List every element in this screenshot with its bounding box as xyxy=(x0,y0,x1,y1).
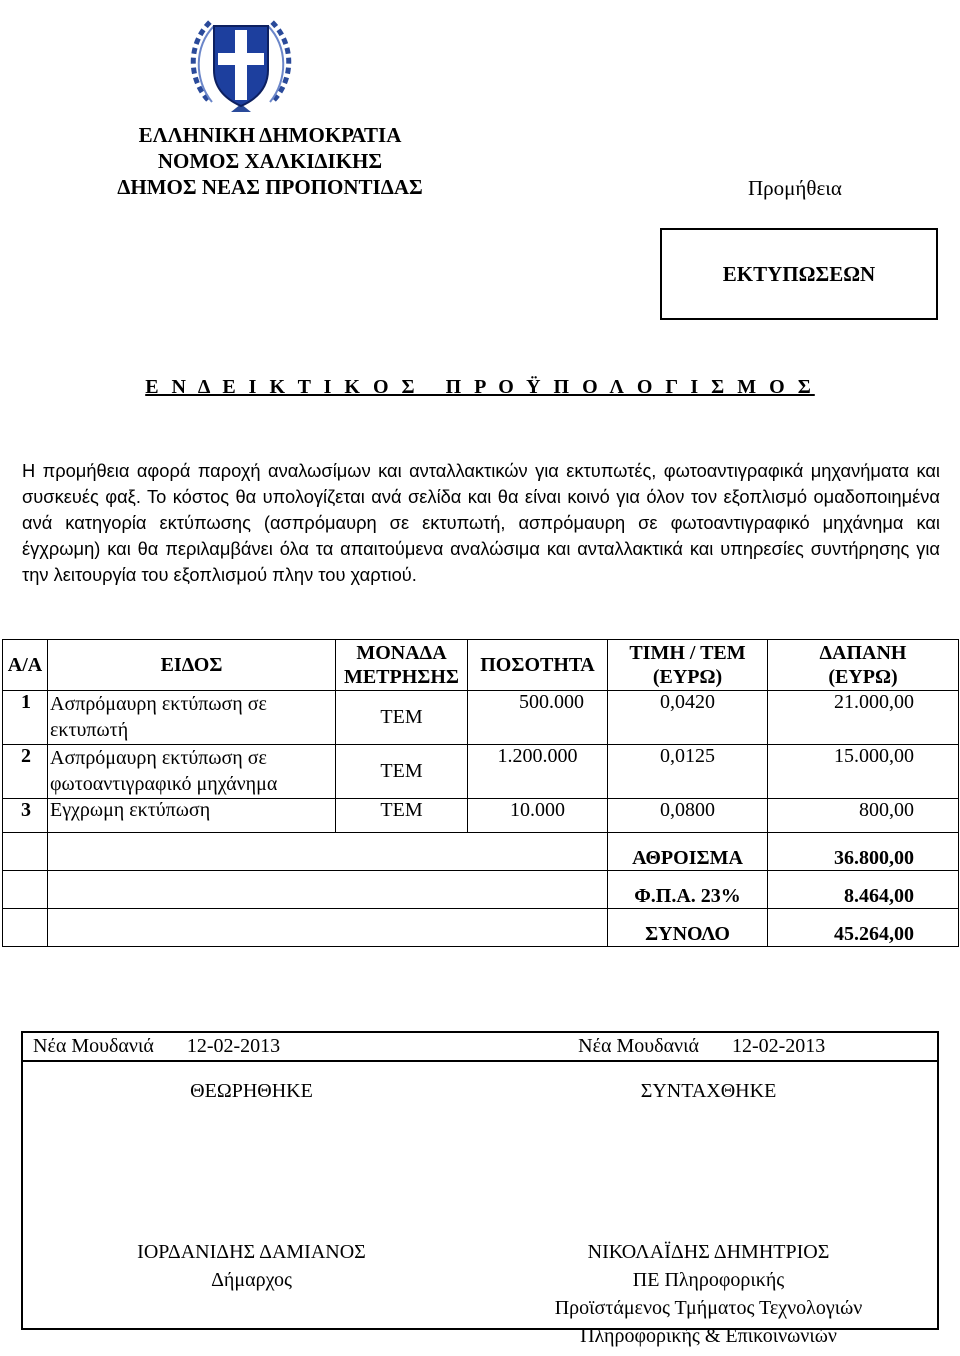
header-item: ΕΙΔΟΣ xyxy=(48,640,336,691)
header-cost xyxy=(768,640,959,691)
left-place: Νέα Μουδανιά xyxy=(33,1035,154,1057)
header-unit-line2: ΜΕΤΡΗΣΗΣ xyxy=(343,666,460,688)
procurement-label: Προμήθεια xyxy=(748,176,842,200)
table-row xyxy=(3,745,959,799)
header-price xyxy=(608,640,768,691)
right-signer-position-2: Προϊστάμενος Τμήματος Τεχνολογιών xyxy=(554,1297,863,1319)
document-heading-text: Ε Ν Δ Ε Ι Κ Τ Ι Κ Ο Σ Π Ρ Ο Ϋ Π Ο Λ Ο Γ Ι Σ Μ Ο Σ xyxy=(145,376,815,398)
table-row xyxy=(3,799,959,833)
row-unit: ΤΕΜ xyxy=(336,799,468,833)
left-signature-block xyxy=(22,1061,480,1329)
total-label: ΣΥΝΟΛΟ xyxy=(608,909,768,947)
vat-label: Φ.Π.Α. 23% xyxy=(608,871,768,909)
header-aa: Α/Α xyxy=(3,640,48,691)
procurement-subject-box xyxy=(660,228,938,320)
row-cost: 21.000,00 xyxy=(768,691,959,745)
header-price-line2: (ΕΥΡΩ) xyxy=(652,666,723,688)
sum-label: ΑΘΡΟΙΣΜΑ xyxy=(608,833,768,871)
row-aa: 3 xyxy=(3,799,48,833)
right-signature-block xyxy=(480,1061,938,1347)
issuer-header xyxy=(0,122,540,200)
procurement-subject: ΕΚΤΥΠΩΣΕΩΝ xyxy=(722,261,876,286)
right-signer-position-1: ΠΕ Πληροφορικής xyxy=(632,1269,785,1291)
totals-row-vat xyxy=(3,871,959,909)
row-price: 0,0800 xyxy=(608,799,768,833)
left-role-title: ΘΕΩΡΗΘΗΚΕ xyxy=(190,1080,313,1102)
right-signer-name: ΝΙΚΟΛΑΪΔΗΣ ΔΗΜΗΤΡΙΟΣ xyxy=(587,1241,830,1263)
row-item: Εγχρωμη εκτύπωση xyxy=(48,799,336,833)
right-place: Νέα Μουδανιά xyxy=(578,1035,699,1057)
row-item: Ασπρόμαυρη εκτύπωση σε εκτυπωτή xyxy=(48,691,336,745)
row-aa: 1 xyxy=(3,691,48,745)
table-row xyxy=(3,691,959,745)
header-cost-line1: ΔΑΠΑΝΗ xyxy=(819,642,907,664)
row-item: Ασπρόμαυρη εκτύπωση σε φωτοαντιγραφικό μηχάνημα xyxy=(48,745,336,799)
header-line-prefecture: ΝΟΜΟΣ ΧΑΛΚΙΔΙΚΗΣ xyxy=(157,149,383,173)
totals-row-total xyxy=(3,909,959,947)
row-unit: ΤΕΜ xyxy=(336,691,468,745)
header-line-republic: ΕΛΛΗΝΙΚΗ ΔΗΜΟΚΡΑΤΙΑ xyxy=(138,123,402,147)
right-signer-position-3: Πληροφορικής & Επικοινωνιών xyxy=(580,1325,837,1347)
row-price: 0,0420 xyxy=(608,691,768,745)
description-paragraph: Η προμήθεια αφορά παροχή αναλωσίμων και ανταλλακτικών για εκτυπωτές, φωτοαντιγραφικά μηχανήματα και συσκευές φαξ. Το κόστος θα υπολογίζεται ανά σελίδα και θα είναι κοινό για όλον τον εξοπλισμό ομαδοποιημένα ανά κατηγορία εκτύπωσης (ασπρόμαυρη σε εκτυπωτή, ασπρόμαυρη σε φωτοαντιγραφικό μηχάνημα και έγχρωμη) και θα περιλαμβάνει όλα τα απαιτούμενα αναλώσιμα και ανταλλακτικά και υπηρεσίες συντήρησης για την λειτουργία του εξοπλισμού πλην του χαρτιού. xyxy=(22,460,940,585)
date-row xyxy=(22,1032,938,1061)
row-qty: 500.000 xyxy=(468,691,608,745)
signature-row xyxy=(22,1061,938,1329)
header-cost-line2: (ΕΥΡΩ) xyxy=(828,666,898,688)
header-unit xyxy=(336,640,468,691)
coat-of-arms-emblem xyxy=(186,8,296,116)
header-price-line1: ΤΙΜΗ / ΤΕΜ xyxy=(629,642,746,664)
left-date: 12-02-2013 xyxy=(186,1035,281,1057)
sum-value: 36.800,00 xyxy=(768,833,959,871)
row-aa: 2 xyxy=(3,745,48,799)
table-header-row xyxy=(3,640,959,691)
vat-value: 8.464,00 xyxy=(768,871,959,909)
row-qty: 1.200.000 xyxy=(468,745,608,799)
right-date: 12-02-2013 xyxy=(731,1035,826,1057)
left-signer-name: ΙΟΡΔΑΝΙΔΗΣ ΔΑΜΙΑΝΟΣ xyxy=(137,1241,366,1263)
row-price: 0,0125 xyxy=(608,745,768,799)
budget-table xyxy=(2,639,959,947)
row-qty: 10.000 xyxy=(468,799,608,833)
document-heading xyxy=(0,376,960,399)
totals-row-sum xyxy=(3,833,959,871)
header-unit-line1: ΜΟΝΑΔΑ xyxy=(356,642,447,664)
signature-table xyxy=(21,1031,939,1347)
right-role-title: ΣΥΝΤΑΧΘΗΚΕ xyxy=(640,1080,777,1102)
left-signer-position: Δήμαρχος xyxy=(211,1269,292,1291)
total-value: 45.264,00 xyxy=(768,909,959,947)
row-unit: ΤΕΜ xyxy=(336,745,468,799)
header-line-municipality: ΔΗΜΟΣ ΝΕΑΣ ΠΡΟΠΟΝΤΙΔΑΣ xyxy=(117,175,423,199)
header-qty: ΠΟΣΟΤΗΤΑ xyxy=(468,640,608,691)
row-cost: 800,00 xyxy=(768,799,959,833)
row-cost: 15.000,00 xyxy=(768,745,959,799)
